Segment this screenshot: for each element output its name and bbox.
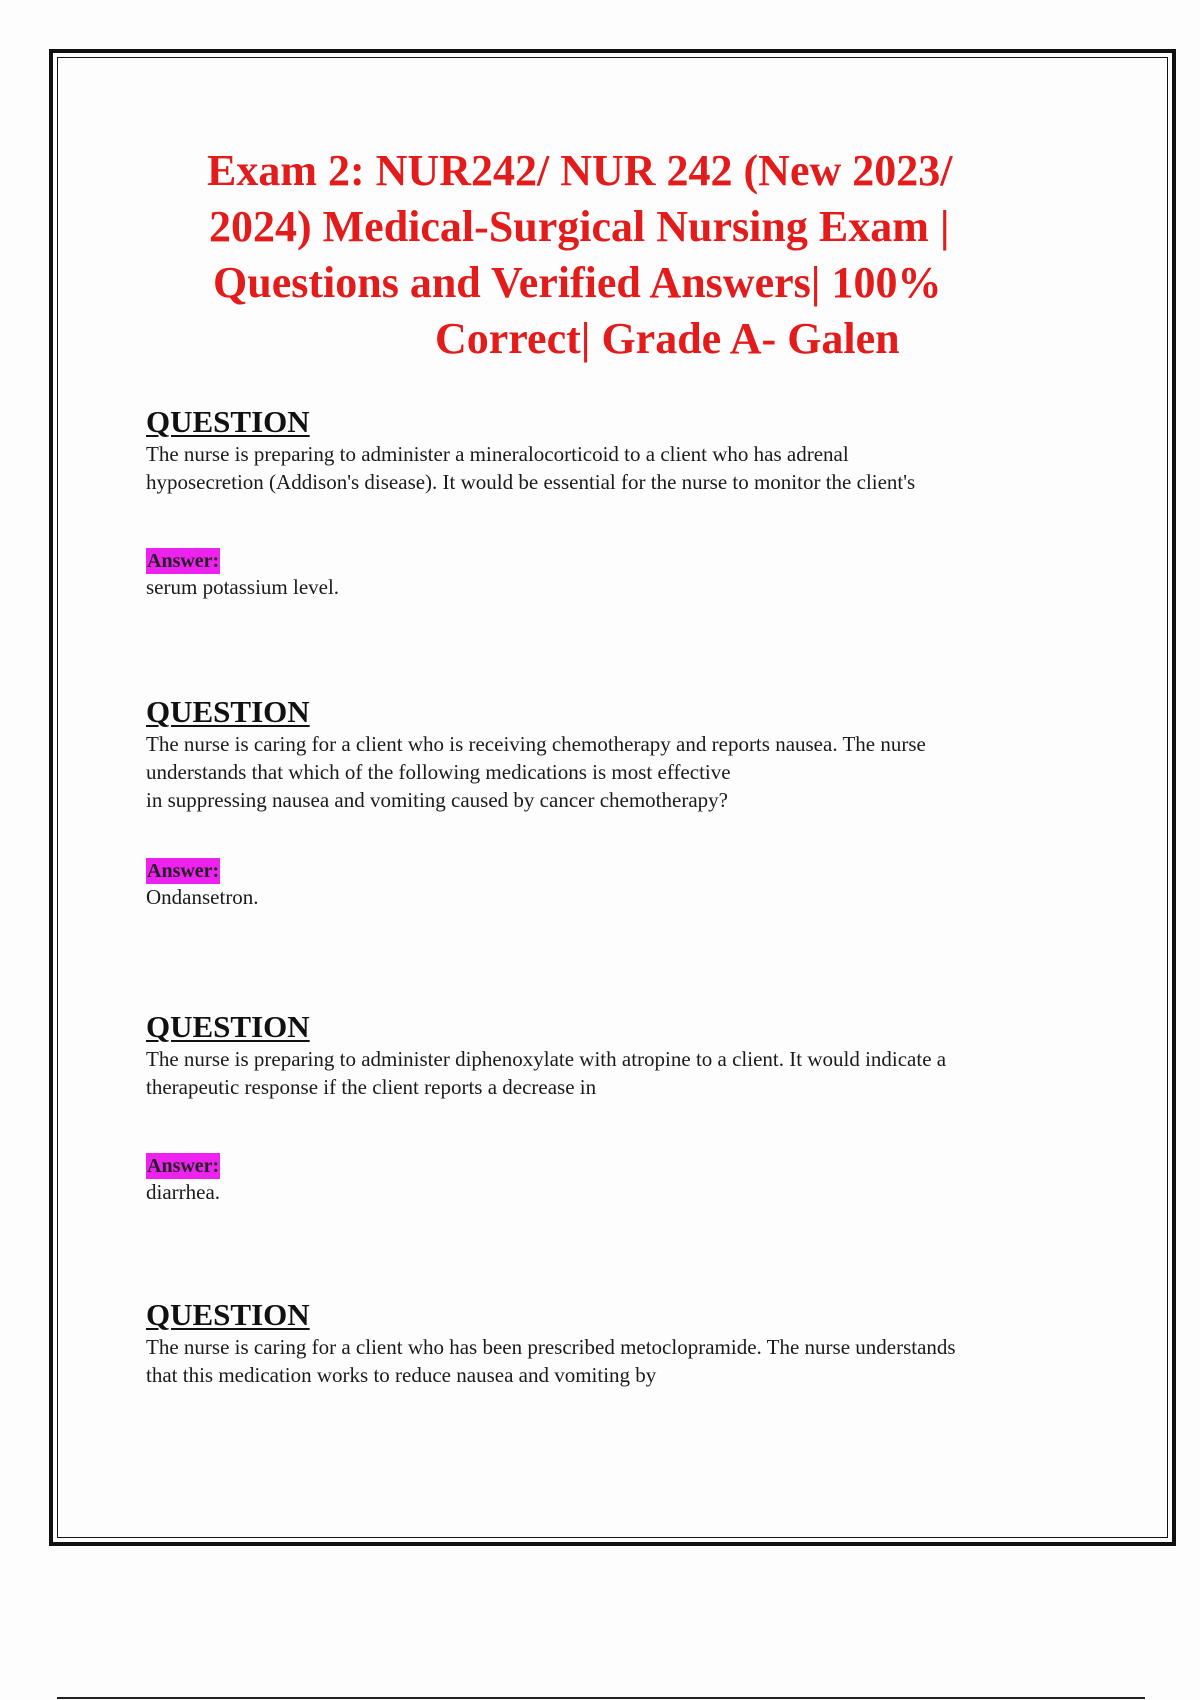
qa-item-2 [146, 695, 1106, 911]
question-line: in suppressing nausea and vomiting caused by cancer chemotherapy? [146, 788, 728, 812]
question-line: therapeutic response if the client reports a decrease in [146, 1075, 597, 1099]
question-line: The nurse is caring for a client who has been prescribed metoclopramide. The nurse understands [146, 1335, 956, 1359]
question-line: hyposecretion (Addison's disease). It would be essential for the nurse to monitor the client's [146, 470, 916, 494]
title-line: Exam 2: NUR242/ NUR 242 (New 2023/ [207, 146, 953, 195]
bottom-rule [57, 1697, 1145, 1699]
question-line: understands that which of the following medications is most effective [146, 760, 731, 784]
question-heading: QUESTION [146, 1297, 310, 1332]
question-line: that this medication works to reduce nausea and vomiting by [146, 1363, 657, 1387]
answer-label: Answer: [147, 860, 220, 882]
question-line: The nurse is preparing to administer a mineralocorticoid to a client who has adrenal [146, 442, 849, 466]
title-line: Correct| Grade A- Galen [435, 314, 900, 363]
title-line: 2024) Medical-Surgical Nursing Exam | [209, 202, 950, 251]
answer-label: Answer: [147, 1155, 220, 1177]
question-text [146, 1045, 1106, 1101]
question-text [146, 1333, 1106, 1389]
title-line: Questions and Verified Answers| 100% [213, 258, 942, 307]
answer-text: serum potassium level. [146, 575, 340, 599]
qa-item-1 [146, 405, 1106, 601]
question-line: The nurse is caring for a client who is receiving chemotherapy and reports nausea. The nurse [146, 732, 926, 756]
question-heading: QUESTION [146, 404, 310, 439]
question-text [146, 730, 1106, 814]
qa-item-3 [146, 1010, 1106, 1206]
qa-item-4 [146, 1298, 1106, 1389]
question-heading: QUESTION [146, 694, 310, 729]
answer-text: diarrhea. [146, 1180, 221, 1204]
document-title [180, 143, 1060, 367]
question-line: The nurse is preparing to administer diphenoxylate with atropine to a client. It would indicate a [146, 1047, 947, 1071]
answer-label: Answer: [147, 550, 220, 572]
question-text [146, 440, 1106, 496]
answer-text: Ondansetron. [146, 885, 259, 909]
question-heading: QUESTION [146, 1009, 310, 1044]
